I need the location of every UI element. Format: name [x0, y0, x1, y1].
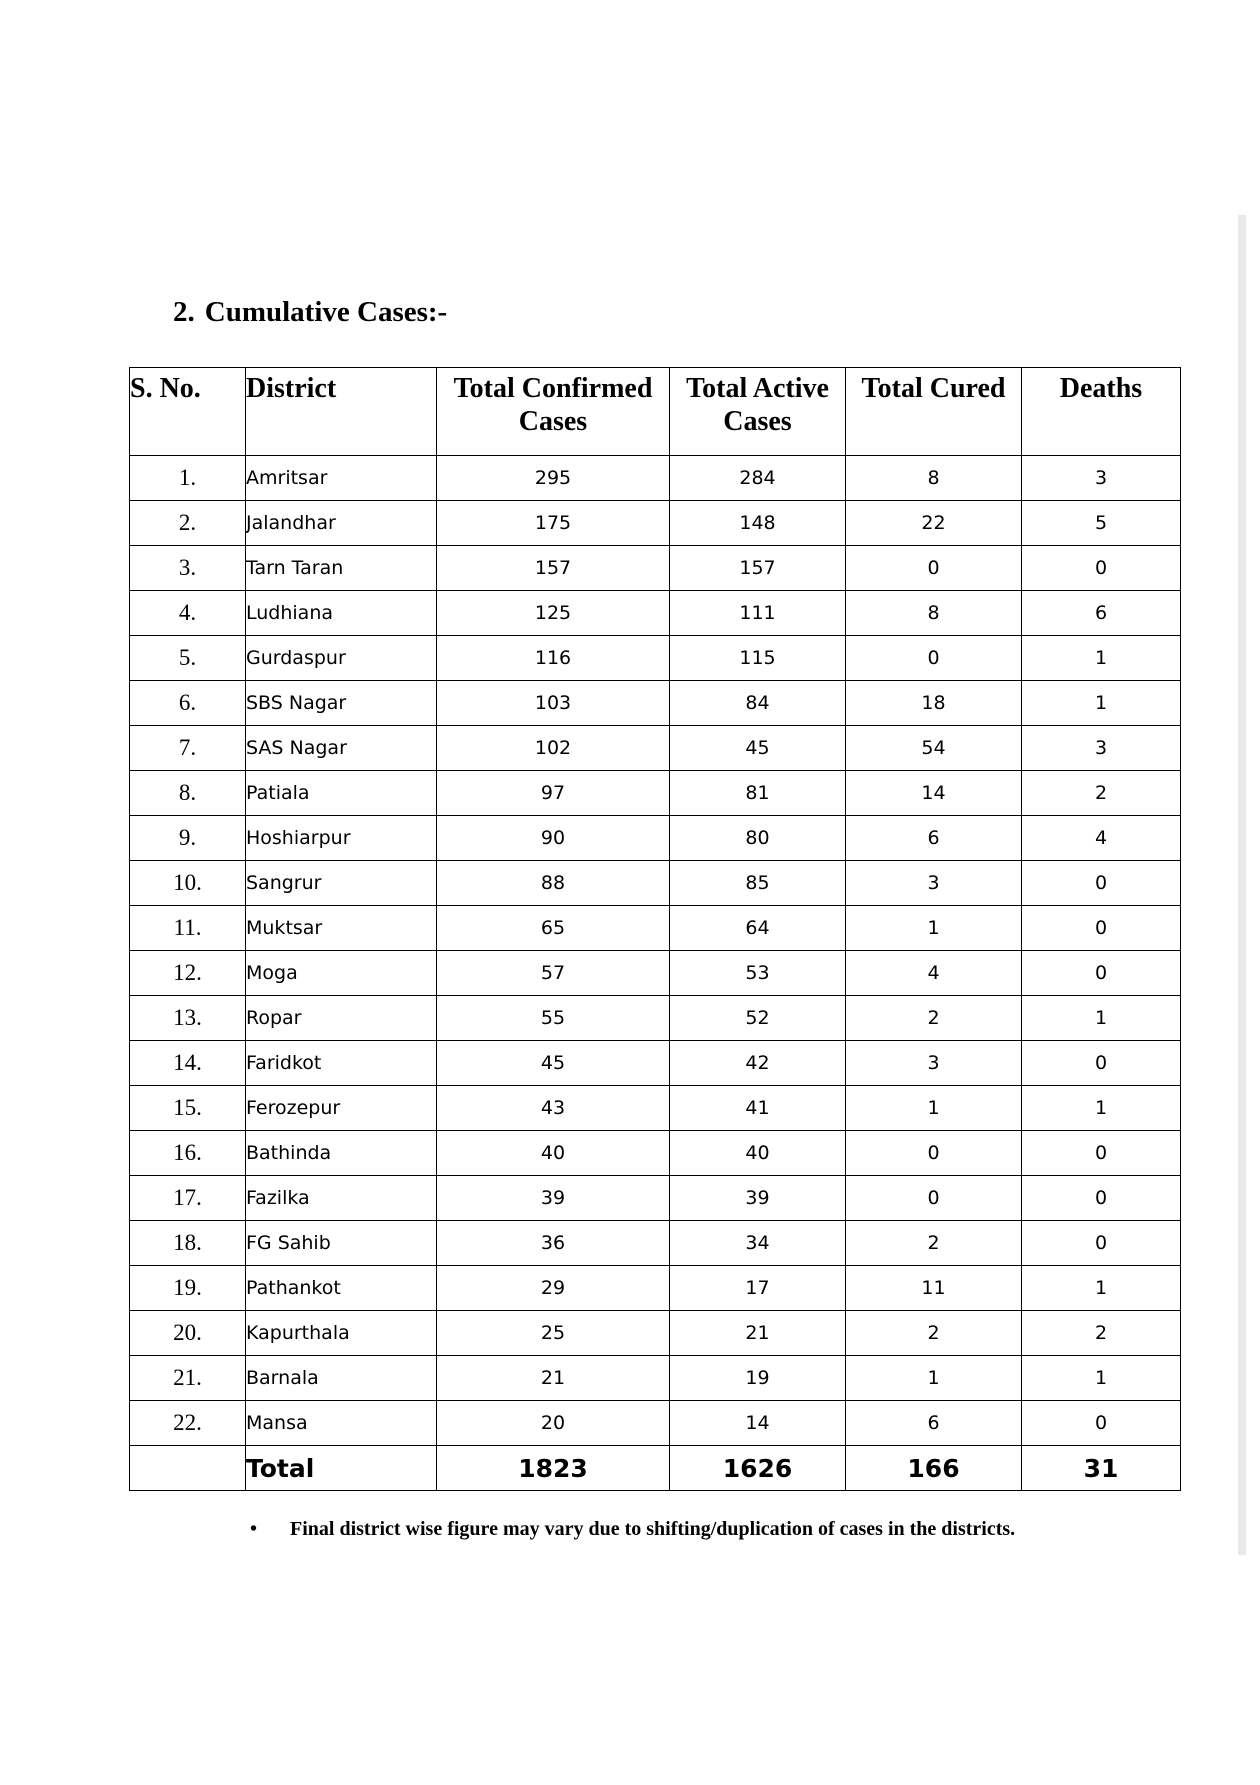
- row-total-confirmed: 21: [437, 1356, 670, 1401]
- row-district: FG Sahib: [246, 1221, 437, 1266]
- row-sno: 20.: [130, 1311, 246, 1356]
- row-sno: 13.: [130, 996, 246, 1041]
- row-total-cured: 54: [846, 726, 1022, 771]
- row-total-cured: 2: [846, 1311, 1022, 1356]
- row-deaths: 3: [1022, 726, 1181, 771]
- row-district: Hoshiarpur: [246, 816, 437, 861]
- table-row: [130, 1086, 1181, 1131]
- row-district: Ferozepur: [246, 1086, 437, 1131]
- table-row: [130, 501, 1181, 546]
- total-row: [130, 1446, 1181, 1491]
- row-total-active: 148: [670, 501, 846, 546]
- row-total-confirmed: 57: [437, 951, 670, 996]
- row-total-cured: 0: [846, 1176, 1022, 1221]
- row-total-cured: 3: [846, 861, 1022, 906]
- row-total-active: 40: [670, 1131, 846, 1176]
- row-deaths: 0: [1022, 906, 1181, 951]
- row-sno: 8.: [130, 771, 246, 816]
- row-deaths: 1: [1022, 636, 1181, 681]
- row-total-cured: 22: [846, 501, 1022, 546]
- row-total-confirmed: 39: [437, 1176, 670, 1221]
- row-deaths: 4: [1022, 816, 1181, 861]
- table-row: [130, 591, 1181, 636]
- table-row: [130, 951, 1181, 996]
- row-total-active: 64: [670, 906, 846, 951]
- row-sno: 5.: [130, 636, 246, 681]
- table-row: [130, 1356, 1181, 1401]
- table-row: [130, 546, 1181, 591]
- row-sno: 10.: [130, 861, 246, 906]
- row-total-active: 80: [670, 816, 846, 861]
- table-body: [130, 456, 1181, 1446]
- row-total-confirmed: 295: [437, 456, 670, 501]
- row-district: Sangrur: [246, 861, 437, 906]
- row-total-cured: 11: [846, 1266, 1022, 1311]
- row-total-active: 84: [670, 681, 846, 726]
- row-total-active: 42: [670, 1041, 846, 1086]
- header-total-confirmed-line2: Cases: [518, 406, 588, 437]
- row-deaths: 1: [1022, 1356, 1181, 1401]
- row-district: Muktsar: [246, 906, 437, 951]
- row-district: Moga: [246, 951, 437, 996]
- table-row: [130, 636, 1181, 681]
- row-total-cured: 8: [846, 456, 1022, 501]
- row-total-confirmed: 36: [437, 1221, 670, 1266]
- table-row: [130, 681, 1181, 726]
- table-row: [130, 861, 1181, 906]
- bullet-icon: •: [250, 1518, 258, 1540]
- row-deaths: 5: [1022, 501, 1181, 546]
- row-total-cured: 8: [846, 591, 1022, 636]
- total-active: 1626: [670, 1446, 846, 1491]
- row-deaths: 1: [1022, 996, 1181, 1041]
- row-total-confirmed: 25: [437, 1311, 670, 1356]
- row-district: Bathinda: [246, 1131, 437, 1176]
- row-total-cured: 6: [846, 816, 1022, 861]
- row-total-confirmed: 65: [437, 906, 670, 951]
- total-cured: 166: [846, 1446, 1022, 1491]
- row-deaths: 1: [1022, 681, 1181, 726]
- row-district: Mansa: [246, 1401, 437, 1446]
- row-total-confirmed: 55: [437, 996, 670, 1041]
- row-deaths: 0: [1022, 951, 1181, 996]
- row-deaths: 0: [1022, 1401, 1181, 1446]
- row-total-active: 39: [670, 1176, 846, 1221]
- cumulative-cases-table: [129, 367, 1181, 1491]
- row-total-confirmed: 157: [437, 546, 670, 591]
- row-total-active: 53: [670, 951, 846, 996]
- row-total-active: 284: [670, 456, 846, 501]
- row-total-confirmed: 43: [437, 1086, 670, 1131]
- row-district: Pathankot: [246, 1266, 437, 1311]
- row-deaths: 2: [1022, 1311, 1181, 1356]
- row-deaths: 0: [1022, 546, 1181, 591]
- row-total-active: 17: [670, 1266, 846, 1311]
- row-total-cured: 6: [846, 1401, 1022, 1446]
- row-total-confirmed: 175: [437, 501, 670, 546]
- row-sno: 16.: [130, 1131, 246, 1176]
- footnote-text: Final district wise figure may vary due to shifting/duplication of cases in the districts.: [290, 1518, 1016, 1540]
- table-row: [130, 771, 1181, 816]
- section-number: 2.: [173, 296, 195, 328]
- row-total-confirmed: 116: [437, 636, 670, 681]
- section-title: Cumulative Cases:-: [204, 296, 448, 328]
- row-total-cured: 1: [846, 1086, 1022, 1131]
- row-total-confirmed: 29: [437, 1266, 670, 1311]
- row-total-active: 21: [670, 1311, 846, 1356]
- row-total-active: 14: [670, 1401, 846, 1446]
- row-sno: 17.: [130, 1176, 246, 1221]
- row-total-active: 111: [670, 591, 846, 636]
- row-district: Barnala: [246, 1356, 437, 1401]
- table-row: [130, 1131, 1181, 1176]
- row-district: SBS Nagar: [246, 681, 437, 726]
- section-heading: [173, 296, 447, 329]
- row-total-cured: 1: [846, 1356, 1022, 1401]
- table-row: [130, 1401, 1181, 1446]
- header-sno: S. No.: [130, 368, 246, 456]
- row-district: SAS Nagar: [246, 726, 437, 771]
- row-total-confirmed: 102: [437, 726, 670, 771]
- header-total-active: [670, 368, 846, 456]
- row-sno: 14.: [130, 1041, 246, 1086]
- row-total-active: 85: [670, 861, 846, 906]
- row-total-cured: 2: [846, 996, 1022, 1041]
- row-total-cured: 0: [846, 636, 1022, 681]
- row-total-cured: 2: [846, 1221, 1022, 1266]
- table-row: [130, 1041, 1181, 1086]
- row-total-active: 115: [670, 636, 846, 681]
- footnote: [250, 1518, 1015, 1541]
- row-deaths: 0: [1022, 861, 1181, 906]
- row-sno: 15.: [130, 1086, 246, 1131]
- total-confirmed: 1823: [437, 1446, 670, 1491]
- row-total-active: 52: [670, 996, 846, 1041]
- row-total-active: 157: [670, 546, 846, 591]
- row-district: Gurdaspur: [246, 636, 437, 681]
- row-sno: 18.: [130, 1221, 246, 1266]
- page-edge-shadow: [1238, 215, 1246, 1555]
- row-deaths: 0: [1022, 1131, 1181, 1176]
- row-deaths: 6: [1022, 591, 1181, 636]
- row-district: Fazilka: [246, 1176, 437, 1221]
- row-sno: 7.: [130, 726, 246, 771]
- row-deaths: 1: [1022, 1266, 1181, 1311]
- row-deaths: 1: [1022, 1086, 1181, 1131]
- row-sno: 4.: [130, 591, 246, 636]
- row-district: Jalandhar: [246, 501, 437, 546]
- table-row: [130, 1221, 1181, 1266]
- row-deaths: 0: [1022, 1041, 1181, 1086]
- row-sno: 1.: [130, 456, 246, 501]
- row-total-active: 34: [670, 1221, 846, 1266]
- row-district: Patiala: [246, 771, 437, 816]
- row-total-confirmed: 90: [437, 816, 670, 861]
- row-district: Faridkot: [246, 1041, 437, 1086]
- total-label: Total: [246, 1446, 437, 1491]
- row-deaths: 0: [1022, 1221, 1181, 1266]
- row-district: Ropar: [246, 996, 437, 1041]
- row-sno: 3.: [130, 546, 246, 591]
- row-total-cured: 0: [846, 1131, 1022, 1176]
- row-sno: 2.: [130, 501, 246, 546]
- row-total-confirmed: 20: [437, 1401, 670, 1446]
- row-total-confirmed: 125: [437, 591, 670, 636]
- header-district: District: [246, 368, 437, 456]
- row-total-cured: 18: [846, 681, 1022, 726]
- table-row: [130, 906, 1181, 951]
- row-deaths: 0: [1022, 1176, 1181, 1221]
- total-deaths: 31: [1022, 1446, 1181, 1491]
- header-deaths: Deaths: [1022, 368, 1181, 456]
- row-district: Amritsar: [246, 456, 437, 501]
- row-total-active: 19: [670, 1356, 846, 1401]
- row-sno: 11.: [130, 906, 246, 951]
- row-total-cured: 1: [846, 906, 1022, 951]
- table-row: [130, 1266, 1181, 1311]
- row-total-cured: 14: [846, 771, 1022, 816]
- header-total-cured: Total Cured: [846, 368, 1022, 456]
- table-row: [130, 996, 1181, 1041]
- row-sno: 19.: [130, 1266, 246, 1311]
- row-deaths: 3: [1022, 456, 1181, 501]
- table-row: [130, 816, 1181, 861]
- table-row: [130, 456, 1181, 501]
- row-sno: 6.: [130, 681, 246, 726]
- row-sno: 12.: [130, 951, 246, 996]
- row-total-cured: 0: [846, 546, 1022, 591]
- row-sno: 21.: [130, 1356, 246, 1401]
- row-total-cured: 4: [846, 951, 1022, 996]
- row-district: Tarn Taran: [246, 546, 437, 591]
- row-sno: 9.: [130, 816, 246, 861]
- row-district: Ludhiana: [246, 591, 437, 636]
- header-total-active-line1: Total Active: [686, 373, 829, 404]
- row-total-confirmed: 40: [437, 1131, 670, 1176]
- header-total-active-line2: Cases: [723, 406, 792, 437]
- row-total-confirmed: 97: [437, 771, 670, 816]
- table-row: [130, 726, 1181, 771]
- row-total-confirmed: 45: [437, 1041, 670, 1086]
- row-total-confirmed: 103: [437, 681, 670, 726]
- table-row: [130, 1311, 1181, 1356]
- row-total-active: 81: [670, 771, 846, 816]
- row-district: Kapurthala: [246, 1311, 437, 1356]
- header-total-confirmed-line1: Total Confirmed: [453, 373, 653, 404]
- table-row: [130, 1176, 1181, 1221]
- table-header-row: [130, 368, 1181, 456]
- row-total-confirmed: 88: [437, 861, 670, 906]
- row-total-active: 45: [670, 726, 846, 771]
- row-total-cured: 3: [846, 1041, 1022, 1086]
- header-total-confirmed: [437, 368, 670, 456]
- row-sno: 22.: [130, 1401, 246, 1446]
- total-sno-cell: [130, 1446, 246, 1491]
- row-deaths: 2: [1022, 771, 1181, 816]
- row-total-active: 41: [670, 1086, 846, 1131]
